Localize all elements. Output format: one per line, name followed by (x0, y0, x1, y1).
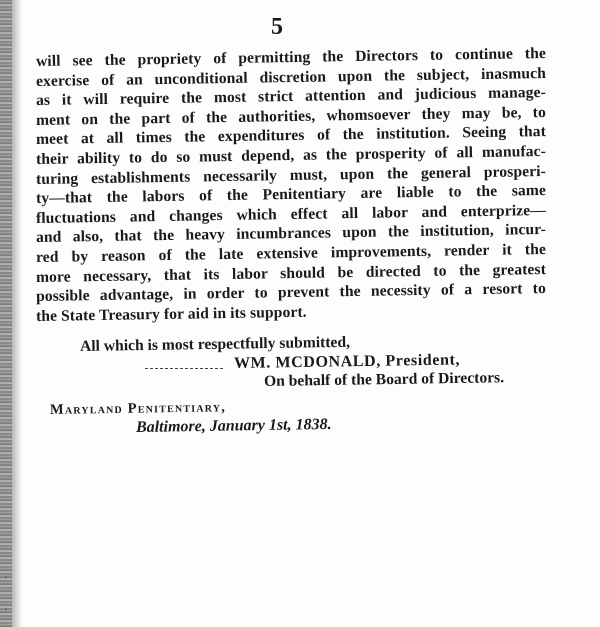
body-line: will see the propriety of permitting the Directors to continue the (35, 44, 547, 70)
body-line: more necessary, that its labor should be directed to the greatest (35, 260, 547, 286)
signature-rule (145, 368, 223, 369)
body-line: red by reason of the late extensive improvements, render it the (35, 240, 547, 266)
page-number: 5 (271, 14, 283, 40)
body-line: and also, that the heavy incumbrances upon the institution, incur- (35, 221, 547, 247)
on-behalf-line: On behalf of the Board of Directors. (263, 369, 505, 390)
body-paragraph (35, 44, 547, 326)
body-line: ty—that the labors of the Penitentiary are liable to the same (35, 182, 547, 208)
binding-edge (0, 0, 12, 627)
body-line: fluctuations and changes which effect all labor and enterprize— (35, 201, 547, 227)
body-line: as it will require the most strict attention and judicious manage- (35, 84, 547, 110)
body-line: the State Treasury for aid in its support. (35, 303, 307, 325)
margin-mark: · (4, 572, 8, 584)
body-line: ment on the part of the authorities, whomsoever they may be, to (35, 103, 547, 129)
body-line: meet at all times the expenditures of the institution. Seeing that (35, 123, 547, 149)
body-line: turing establishments necessarily must, upon the general prosperi- (35, 162, 547, 188)
body-line: exercise of an unconditional discretion upon the subject, inasmuch (35, 64, 547, 90)
institution-name: Maryland Penitentiary, (49, 399, 227, 418)
binding-shadow (12, 0, 22, 627)
signer-name: WM. MCDONALD, President, (233, 351, 461, 372)
body-line: possible advantage, in order to prevent the necessity of a resort to (35, 280, 547, 306)
margin-mark: · (4, 604, 8, 616)
date-line: Baltimore, January 1st, 1838. (135, 415, 332, 436)
closing-line: All which is most respectfully submitted, (79, 333, 351, 355)
body-line: their ability to do so must depend, as the prosperity of all manufac- (35, 142, 547, 168)
